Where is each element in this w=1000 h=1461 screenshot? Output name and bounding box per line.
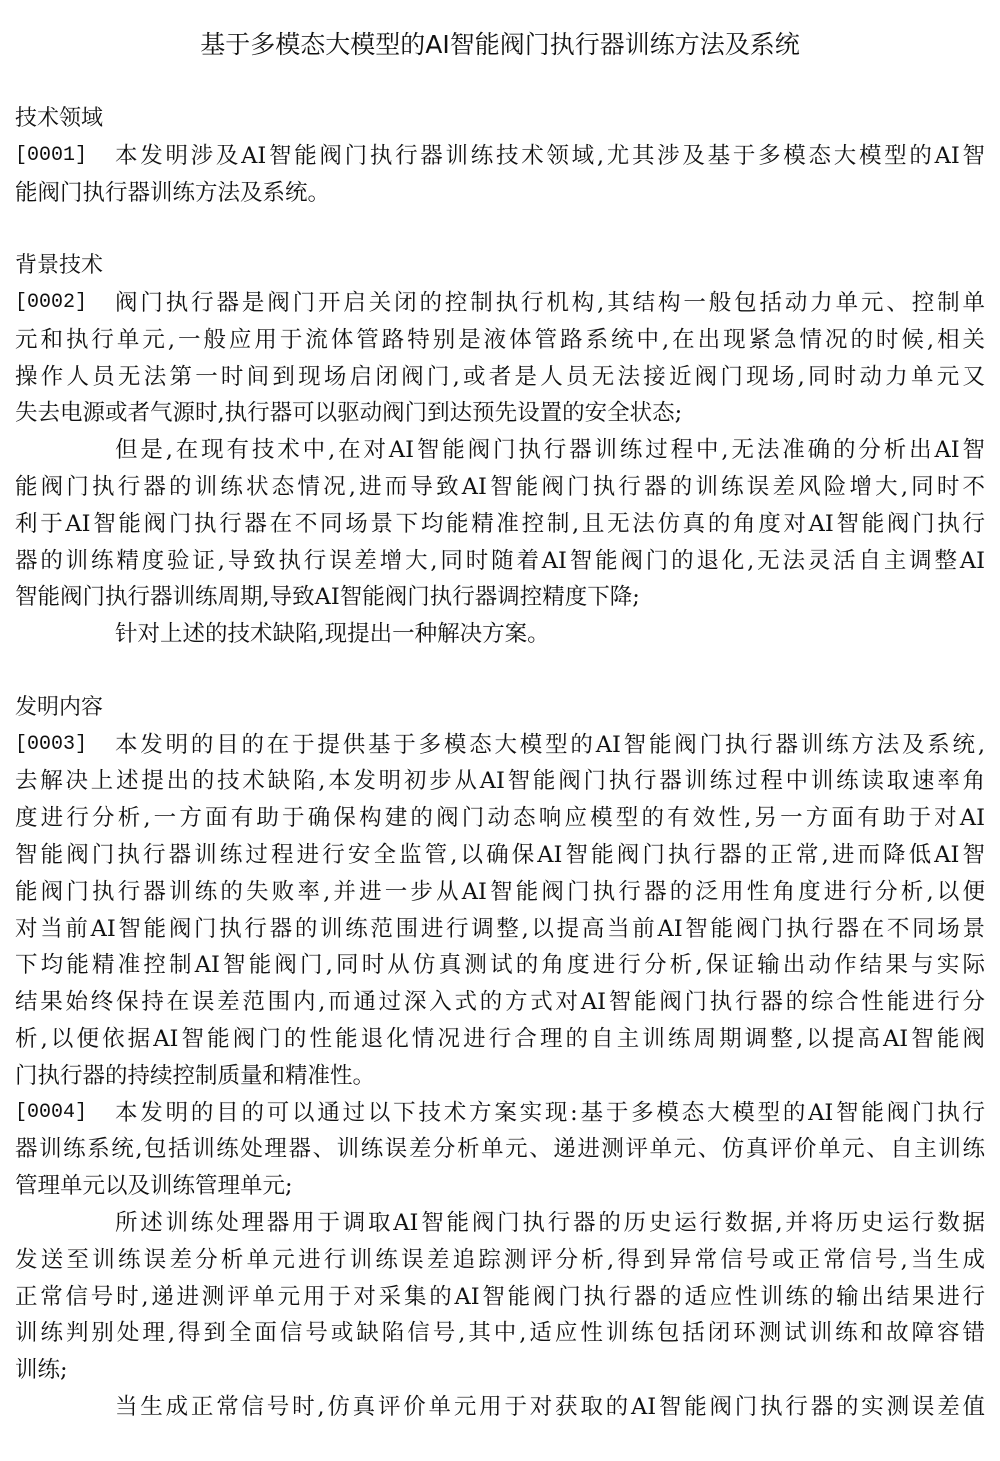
line-text: 本发明的目的在于提供基于多模态大模型的AI智能阀门执行器训练方法及系统, [115, 731, 985, 758]
paragraph-line [15, 1352, 985, 1389]
paragraph [15, 1095, 985, 1205]
paragraph-line [15, 1168, 985, 1205]
paragraph-line [15, 984, 985, 1021]
line-text: 失去电源或者气源时,执行器可以驱动阀门到达预先设置的安全状态; [15, 400, 683, 427]
paragraph [15, 1389, 985, 1426]
line-text: 能阀门执行器训练方法及系统。 [15, 179, 331, 206]
line-text: 所述训练处理器用于调取AI智能阀门执行器的历史运行数据,并将历史运行数据 [115, 1209, 985, 1236]
paragraph-line [15, 138, 985, 175]
line-text: 器训练系统,包括训练处理器、训练误差分析单元、递进测评单元、仿真评价单元、自主训练 [15, 1136, 985, 1163]
paragraph-line [15, 947, 985, 984]
paragraph-line [15, 469, 985, 506]
paragraph-number: [0003] [15, 732, 88, 756]
section-heading: 背景技术 [15, 253, 104, 279]
document-title: 基于多模态大模型的AI智能阀门执行器训练方法及系统 [200, 30, 800, 59]
paragraph-line [15, 1095, 985, 1132]
paragraph-line [15, 1315, 985, 1352]
line-text: 发送至训练误差分析单元进行训练误差追踪测评分析,得到异常信号或正常信号,当生成 [15, 1246, 985, 1273]
line-text: 训练判别处理,得到全面信号或缺陷信号,其中,适应性训练包括闭环测试训练和故障容错 [15, 1320, 985, 1347]
line-text: 针对上述的技术缺陷,现提出一种解决方案。 [115, 621, 550, 648]
paragraph-number: [0002] [15, 290, 88, 314]
section-heading: 技术领域 [15, 106, 104, 131]
line-text: 门执行器的持续控制质量和精准性。 [15, 1062, 376, 1089]
line-text: 下均能精准控制AI智能阀门,同时从仿真测试的角度进行分析,保证输出动作结果与实际 [15, 952, 985, 979]
line-text: 操作人员无法第一时间到现场启闭阀门,或者是人员无法接近阀门现场,同时动力单元又 [15, 363, 985, 390]
line-text: 能阀门执行器训练的失败率,并进一步从AI智能阀门执行器的泛用性角度进行分析,以便 [15, 878, 985, 905]
paragraph-line [15, 874, 985, 911]
blank-line [15, 653, 985, 690]
paragraph-line [15, 763, 985, 800]
line-text: 器的训练精度验证,导致执行误差增大,同时随着AI智能阀门的退化,无法灵活自主调整AI [15, 547, 985, 574]
paragraph-line [15, 395, 985, 432]
paragraph-line [15, 322, 985, 359]
line-text: 利于AI智能阀门执行器在不同场景下均能精准控制,且无法仿真的角度对AI智能阀门执行 [15, 510, 985, 537]
paragraph-line [15, 911, 985, 948]
paragraph-line [15, 1389, 985, 1426]
paragraph [15, 138, 985, 212]
line-text: 训练; [15, 1357, 68, 1384]
paragraph-line [15, 1131, 985, 1168]
paragraph-line [15, 1058, 985, 1095]
paragraph-number: [0004] [15, 1100, 88, 1124]
line-text: 本发明涉及AI智能阀门执行器训练技术领域,尤其涉及基于多模态大模型的AI智 [115, 142, 985, 169]
paragraph-line [15, 359, 985, 396]
paragraph-line [15, 800, 985, 837]
line-text: 当生成正常信号时,仿真评价单元用于对获取的AI智能阀门执行器的实测误差值 [115, 1393, 985, 1420]
paragraph [15, 616, 985, 653]
paragraph [15, 432, 985, 616]
paragraph-line [15, 285, 985, 322]
line-text: 元和执行单元,一般应用于流体管路特别是液体管路系统中,在出现紧急情况的时候,相关 [15, 326, 985, 353]
line-text: 本发明的目的可以通过以下技术方案实现:基于多模态大模型的AI智能阀门执行 [115, 1099, 985, 1126]
paragraph [15, 727, 985, 1095]
paragraph-line [15, 727, 985, 764]
line-text: 结果始终保持在误差范围内,而通过深入式的方式对AI智能阀门执行器的综合性能进行分 [15, 989, 985, 1016]
section-heading: 发明内容 [15, 694, 104, 720]
paragraph [15, 1205, 985, 1389]
paragraph-line [15, 616, 985, 653]
line-text: 度进行分析,一方面有助于确保构建的阀门动态响应模型的有效性,另一方面有助于对AI [15, 805, 985, 832]
blank-line [15, 211, 985, 248]
paragraph-line [15, 1242, 985, 1279]
paragraph-line [15, 1205, 985, 1242]
paragraph-line [15, 432, 985, 469]
paragraph-number: [0001] [15, 143, 88, 167]
document-body [15, 101, 985, 1426]
paragraph-line [15, 579, 985, 616]
line-text: 阀门执行器是阀门开启关闭的控制执行机构,其结构一般包括动力单元、控制单 [115, 289, 985, 316]
line-text: 析,以便依据AI智能阀门的性能退化情况进行合理的自主训练周期调整,以提高AI智能阀 [15, 1025, 985, 1052]
paragraph-line [15, 543, 985, 580]
line-text: 去解决上述提出的技术缺陷,本发明初步从AI智能阀门执行器训练过程中训练读取速率角 [15, 768, 985, 795]
line-text: 智能阀门执行器训练周期,导致AI智能阀门执行器调控精度下降; [15, 584, 640, 611]
line-text: 管理单元以及训练管理单元; [15, 1173, 293, 1200]
paragraph-line [15, 175, 985, 212]
line-text: 智能阀门执行器训练过程进行安全监管,以确保AI智能阀门执行器的正常,进而降低AI智 [15, 841, 985, 868]
line-text: 对当前AI智能阀门执行器的训练范围进行调整,以提高当前AI智能阀门执行器在不同场景 [15, 915, 985, 942]
line-text: 但是,在现有技术中,在对AI智能阀门执行器训练过程中,无法准确的分析出AI智 [115, 437, 985, 464]
line-text: 能阀门执行器的训练状态情况,进而导致AI智能阀门执行器的训练误差风险增大,同时不 [15, 473, 985, 500]
paragraph-line [15, 506, 985, 543]
paragraph [15, 285, 985, 432]
paragraph-line [15, 1279, 985, 1316]
paragraph-line [15, 1021, 985, 1058]
paragraph-line [15, 837, 985, 874]
line-text: 正常信号时,递进测评单元用于对采集的AI智能阀门执行器的适应性训练的输出结果进行 [15, 1283, 985, 1310]
